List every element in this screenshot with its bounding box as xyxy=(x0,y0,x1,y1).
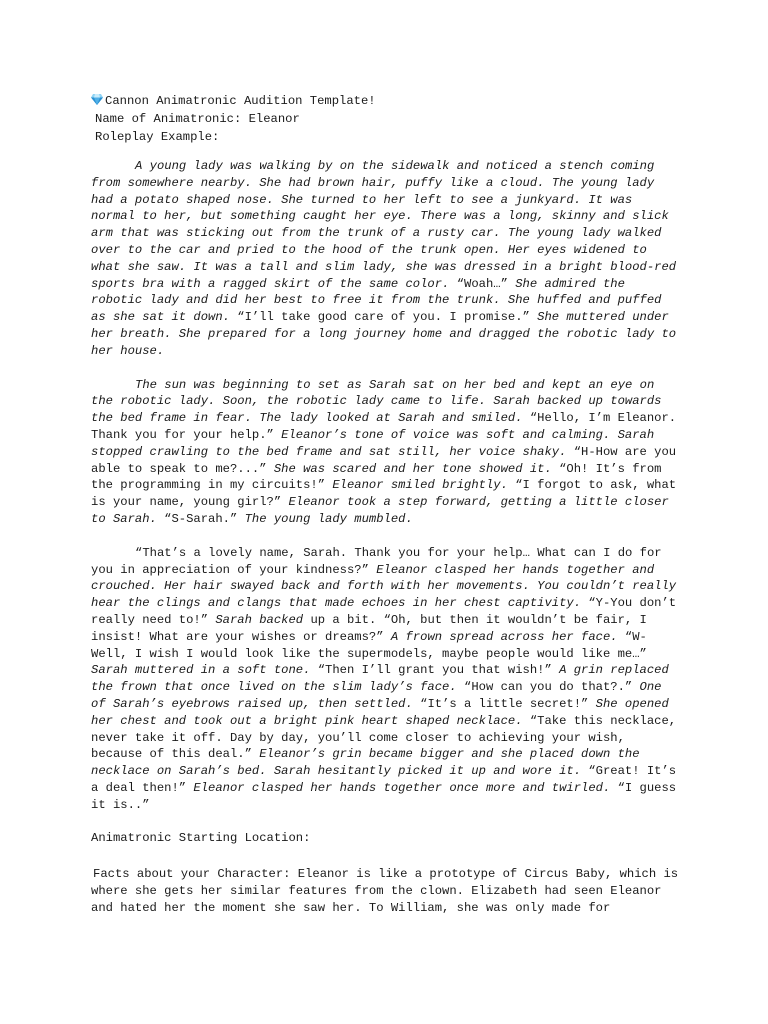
dialogue-text: “How can you do that?.” xyxy=(464,680,633,695)
starting-location-label: Animatronic Starting Location: xyxy=(91,831,311,846)
roleplay-label: Roleplay Example: xyxy=(95,130,220,144)
dialogue-text: “Hello, I’m Eleanor. Thank you for your help.” xyxy=(91,411,677,442)
roleplay-paragraph xyxy=(91,377,683,528)
dialogue-text: “I’ll take good care of you. I promise.” xyxy=(237,310,530,325)
animatronic-name-line: Name of Animatronic: Eleanor xyxy=(95,112,300,126)
narration-text: She was scared and her tone showed it. xyxy=(266,461,560,476)
dialogue-text: “Oh! It’s from the programming in my circuits!” xyxy=(91,461,662,493)
roleplay-paragraph xyxy=(91,158,683,360)
roleplay-paragraph xyxy=(91,545,683,814)
dialogue-text: “I forgot to ask, what is your name, young girl?” xyxy=(91,478,677,510)
narration-text: Eleanor took a step forward, getting a little closer to Sarah. xyxy=(91,495,669,526)
roleplay-paragraphs xyxy=(91,158,691,813)
narration-text: A young lady was walking by on the sidewalk and noticed a stench coming from somewhere nearby. She had brown hair, puffy like a cloud. The young lady had a potato shaped nose. She turned to her left to see a junkyard. It was normal to her, but something caught her eye. There was a long, skinny and slick arm that was sticking out from the trunk of a rusty car. The young lady walked over to the car and pried to the hood of the trunk open. Her eyes widened to what she saw. It was a tall and slim lady, she was dressed in a bright blood-red sports bra with a ragged skirt of the same color. xyxy=(91,159,677,291)
dialogue-text: “Woah…” xyxy=(456,276,508,291)
narration-text: One of Sarah’s eyebrows raised up, then settled. xyxy=(91,680,662,711)
narration-text: A frown spread across her face. xyxy=(383,629,625,644)
dialogue-text: “H-How are you able to speak to me?...” xyxy=(91,444,677,476)
document-title: Cannon Animatronic Audition Template! xyxy=(105,94,376,108)
dialogue-text: “Great! It’s a deal then!” xyxy=(91,764,677,795)
narration-text: Eleanor clasped her hands together and crouched. Her hair swayed back and forth with her movements. You couldn’t really hear the clings and clangs that made echoes in her chest captivity. xyxy=(91,562,677,611)
narration-text: The sun was beginning to set as Sarah sat on her bed and kept an eye on the robotic lady. Soon, the robotic lady came to life. Sarah backed up towards the bed frame in fear. The lady looked at Sarah and smiled. xyxy=(91,377,662,426)
gem-icon xyxy=(91,93,103,104)
narration-text: Eleanor’s grin became bigger and she placed down the necklace on Sarah’s bed. Sarah hesitantly picked it up and wore it. xyxy=(91,747,640,779)
dialogue-text: “Take this necklace, never take it off. Day by day, you’ll come closer to achieving your wish, because of this deal.” xyxy=(91,713,677,762)
narration-text: Eleanor’s tone of voice was soft and calming. Sarah stopped crawling to the bed frame and sat still, her voice shaky. xyxy=(91,427,655,459)
narration-text: She muttered under her breath. She prepared for a long journey home and dragged the robotic lady to her house. xyxy=(91,310,677,358)
narration-text: She admired the robotic lady and did her best to free it from the trunk. She huffed and puffed as she sat it down. xyxy=(91,276,662,325)
narration-text: Eleanor clasped her hands together once more and twirled. xyxy=(186,780,618,795)
narration-text: Eleanor smiled brightly. xyxy=(325,478,516,493)
dialogue-text: “That’s a lovely name, Sarah. Thank you for your help… What can I do for you in appreciation of your kindness?” xyxy=(91,545,662,577)
dialogue-text: “Then I’ll grant you that wish!” xyxy=(317,663,552,678)
document-body xyxy=(91,92,691,917)
narration-text: She opened her chest and took out a bright pink heart shaped necklace. xyxy=(91,696,669,728)
narration-text: Sarah backed xyxy=(208,612,311,627)
dialogue-text: “I guess it is..” xyxy=(91,780,677,812)
dialogue-text: “W-Well, I wish I would look like the supermodels, maybe people would like me…” xyxy=(91,629,647,661)
dialogue-text: up a bit. “Oh, but then it wouldn’t be fair, I insist! What are your wishes or dreams?” xyxy=(91,612,647,644)
dialogue-text: “It’s a little secret!” xyxy=(420,696,589,711)
document-title-line xyxy=(91,92,691,110)
narration-text: Sarah muttered in a soft tone. xyxy=(91,663,318,678)
dialogue-text: “S-Sarah.” xyxy=(164,511,238,526)
character-facts: Facts about your Character: Eleanor is like a prototype of Circus Baby, which is where she gets her similar features from the clown. Elizabeth had seen Eleanor and hated her the moment she saw her. To William, she was only made for xyxy=(91,867,679,916)
narration-text: A grin replaced the frown that once lived on the slim lady’s face. xyxy=(91,663,669,695)
dialogue-text: “Y-You don’t really need to!” xyxy=(91,596,677,627)
narration-text: The young lady mumbled. xyxy=(237,511,413,526)
